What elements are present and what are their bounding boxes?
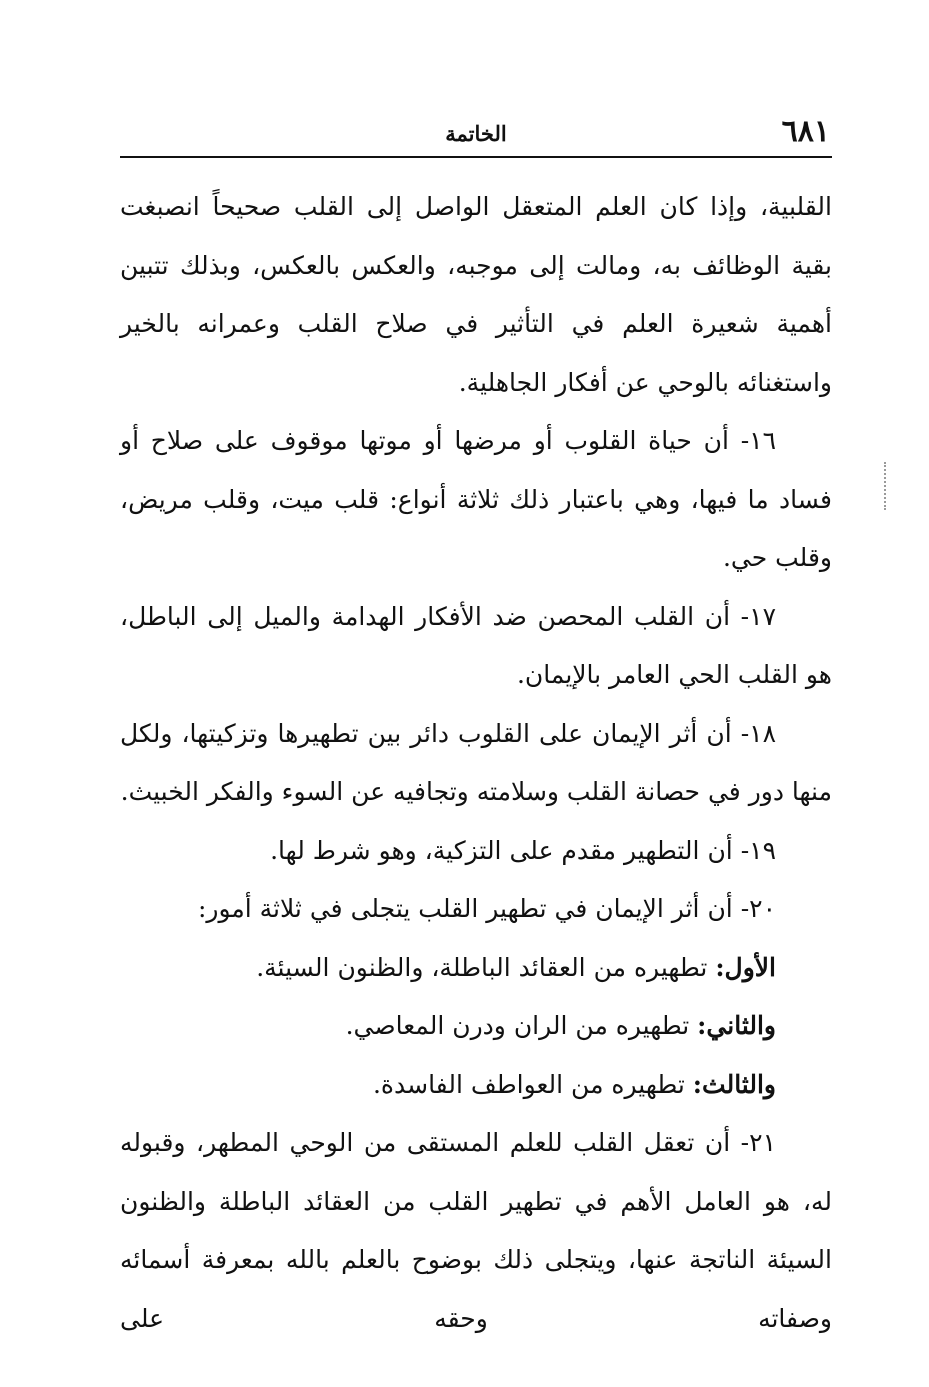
sub-item-text: تطهيره من العواطف الفاسدة. xyxy=(372,1069,693,1099)
sub-item-text: تطهيره من العقائد الباطلة، والظنون السيئة. xyxy=(256,952,716,982)
sub-item-lead: الأول: xyxy=(715,952,776,982)
page-body xyxy=(120,178,832,1348)
page-header xyxy=(120,110,832,158)
conclusion-item-16: ١٦- أن حياة القلوب أو مرضها أو موتها موقوف على صلاح أو فساد ما فيها، وهي باعتبار ذلك ثلاثة أنواع: قلب ميت، وقلب مريض، وقلب حي. xyxy=(120,426,832,572)
sub-item-first xyxy=(120,939,832,998)
sub-item-text: تطهيره من الران ودرن المعاصي. xyxy=(345,1011,698,1040)
conclusion-item-20: ٢٠- أن أثر الإيمان في تطهير القلب يتجلى في ثلاثة أمور: xyxy=(197,894,776,923)
conclusion-item-18: ١٨- أن أثر الإيمان على القلوب دائر بين تطهيرها وتزكيتها، ولكل منها دور في حصانة القلب وسلامته وتجافيه عن السوء والفكر الخبيث. xyxy=(120,718,832,806)
conclusion-item-17: ١٧- أن القلب المحصن ضد الأفكار الهدامة والميل إلى الباطل، هو القلب الحي العامر بالإيمان. xyxy=(120,601,832,689)
running-title: الخاتمة xyxy=(445,121,507,146)
page-number: ٦٨١ xyxy=(781,114,830,149)
conclusion-item-19: ١٩- أن التطهير مقدم على التزكية، وهو شرط لها. xyxy=(270,835,776,865)
sub-item-lead: والثالث: xyxy=(692,1069,776,1099)
continuation-paragraph: القلبية، وإذا كان العلم المتعقل الواصل إلى القلب صحيحاً انصبغت بقية الوظائف به، ومالت إلى موجبه، والعكس بالعكس، وبذلك تتبين أهمية شعيرة العلم في التأثير في صلاح القلب وعمرانه بالخير واستغنائه بالوحي عن أفكار الجاهلية. xyxy=(120,192,832,397)
sub-item-third xyxy=(120,1056,832,1115)
conclusion-item-21: ٢١- أن تعقل القلب للعلم المستقى من الوحي المطهر، وقبوله له، هو العامل الأهم في تطهير القلب من العقائد الباطلة والظنون السيئة الناتجة عنها، ويتجلى ذلك بوضوح بالعلم بالله بمعرفة أسمائه وصفاته وحقه على xyxy=(120,1128,832,1333)
sub-item-lead: والثاني: xyxy=(697,1011,776,1040)
sub-item-second xyxy=(120,997,832,1056)
margin-dots xyxy=(884,462,888,510)
book-page xyxy=(120,110,832,1348)
